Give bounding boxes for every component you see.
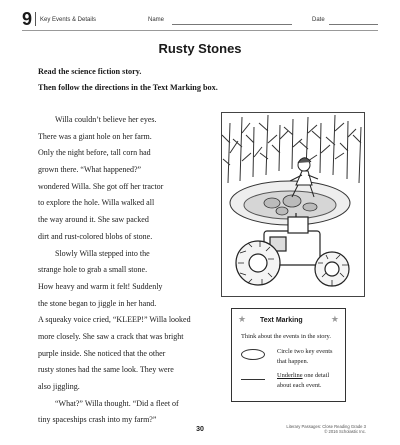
story-line: Willa couldn’t believe her eyes. xyxy=(55,115,157,124)
underline-sample-line xyxy=(241,379,265,380)
text-marking-title: Text Marking xyxy=(260,317,303,324)
header-skill-label: Key Events & Details xyxy=(40,17,97,23)
underline-rest: one detail about each event. xyxy=(277,372,330,389)
story-line: purple inside. She noticed that the other xyxy=(38,348,166,358)
story-illustration xyxy=(221,112,365,297)
header-page-number: 9 xyxy=(22,9,33,29)
circle-oval-icon xyxy=(241,349,265,360)
circle-instruction: Circle two key events that happen. xyxy=(277,348,333,365)
directions-line-2: Then follow the directions in the Text Marking box. xyxy=(38,83,218,92)
story-line: How heavy and warm it felt! Suddenly xyxy=(38,281,163,291)
story-line: There was a giant hole on her farm. xyxy=(38,131,152,141)
story-line: the way around it. She saw packed xyxy=(38,215,149,225)
name-label: Name xyxy=(148,17,165,23)
story-line: strange hole to grab a small stone. xyxy=(38,265,148,275)
story-line: Slowly Willa stepped into the xyxy=(55,248,150,258)
text-marking-intro: Think about the events in the story. xyxy=(241,333,331,340)
header-separator xyxy=(35,12,36,26)
story-line: the stone began to jiggle in her hand. xyxy=(38,298,157,308)
directions-line-1: Read the science fiction story. xyxy=(38,67,142,76)
star-icon: ★ xyxy=(238,314,247,324)
star-icon: ★ xyxy=(330,314,339,324)
date-label: Date xyxy=(312,17,325,23)
underline-instruction xyxy=(277,371,341,391)
page-header xyxy=(22,10,378,32)
story-line: grown there. “What happened?” xyxy=(38,165,142,175)
name-field-line xyxy=(172,24,292,25)
story-line: tiny spaceships crash into my farm?” xyxy=(38,415,157,425)
text-marking-box xyxy=(231,308,346,402)
story-text xyxy=(38,112,213,429)
story-line: “What?” Willa thought. “Did a fleet of xyxy=(55,398,179,408)
story-line: A squeaky voice cried, “KLEEP!” Willa looked xyxy=(38,315,191,325)
story-line: to explore the hole. Willa walked all xyxy=(38,198,155,208)
page-title: Rusty Stones xyxy=(158,41,242,56)
story-line: also jiggling. xyxy=(38,382,80,391)
footer-credit xyxy=(286,424,366,434)
underline-word: Underline xyxy=(277,372,303,379)
date-field-line xyxy=(329,24,378,25)
credit-line-1: Literary Passages: Close Reading Grade 3 xyxy=(286,424,366,429)
footer-page-number: 30 xyxy=(196,426,204,433)
story-line: more closely. She saw a crack that was bright xyxy=(38,331,184,341)
story-line: Only the night before, tall corn had xyxy=(38,148,151,158)
credit-line-2: © 2016 Scholastic Inc. xyxy=(324,429,366,435)
story-line: rusty stones had the same look. They were xyxy=(38,365,174,375)
story-line: dirt and rust-colored blobs of stone. xyxy=(38,231,153,241)
story-line: wondered Willa. She got off her tractor xyxy=(38,181,164,191)
header-rule xyxy=(22,30,378,31)
